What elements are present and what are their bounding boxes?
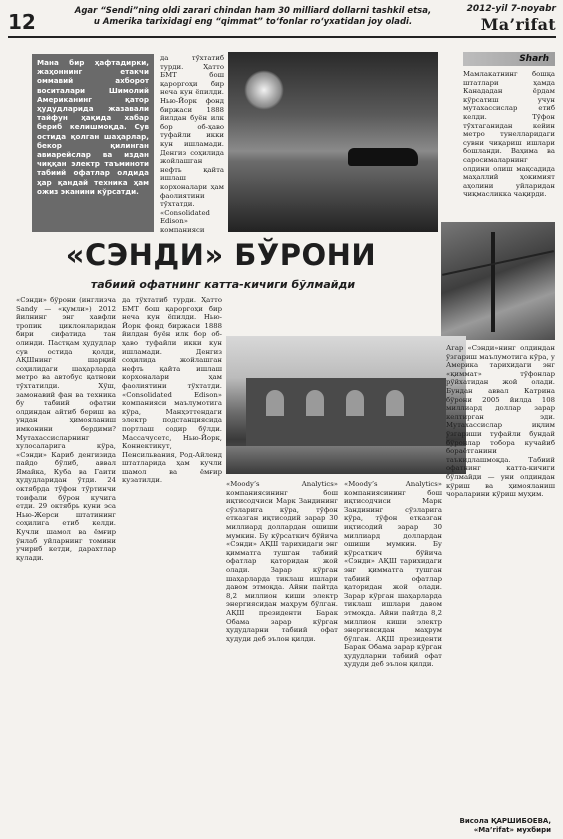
submerged-car [348,148,418,166]
header-strapline [68,6,438,28]
power-line [442,250,554,276]
building-arch [386,390,404,416]
strapline-line-1: Agar “Sendi”ning oldi zarari chindan ham 30 milliard dollarni tashkil etsa, [74,6,432,16]
issue-date: 2012-yil 7-noyabr [466,4,556,14]
utility-pole [491,232,495,332]
building-arch [346,390,364,416]
building-arch [266,390,284,416]
photo-flooded-street [228,52,438,232]
article-intro-box: Мана бир ҳафтадирки, жаҳоннинг етакчи оммавий ахборот воситалари Шимолий Американинг қатор ҳудудларида жазавали тайфун ҳақида хабар бериб келишмоқда. Сув остида қолган шаҳарлар, бекор қилинган авиарейслар ва издан чиққан электр таъминоти табиий офатлар олдида ҳар қандай техника ҳам ожиз эканини кўрсатди. [32,54,154,232]
article-byline [460,817,551,835]
article-column-top: да тўхтатиб турди. Ҳатто БМТ бош қароргоҳи бир неча кун ёпилди. Нью-Йорк фонд биржаси 1888 йилдан буён илк бор об-ҳаво туфайли икки кун ишламади. Денгиз соҳилида жойлашган нефть қайта ишлаш корхоналари ҳам фаолиятини тўхтатди. «Consolidated Edison» компанияси [160,54,224,234]
flood-water [228,162,438,232]
article-column-1: «Сэнди» бўрони (инглизча Sandy — «қумли») 2012 йилнинг энг хавфли тропик циклонларидан бири сифатида тан олинди. Пастқам ҳудудлар сув остида қолди, АҚШнинг шарқий соҳилидаги шаҳарларда метро ва автобус қатнови тўхтатилди. Хўш, замонавий фан ва техника бу табиий офатни олдиндан айтиб бериш ва ундан ҳимояланиш имконини бердими? Мутахассисларнинг хулосаларига кўра, «Сэнди» Кариб денгизида пайдо бўлиб, аввал Ямайка, Куба ва Гаити ҳудудларидан ўтди. 24 октябрда тўфон тўртинчи тоифали бўрон кучига етди. 29 октябрь куни эса Нью-Жерси штатининг соҳилига етиб келди. Кучли шамол ва ёмғир ўнлаб уйларнинг томини учириб кетди, дарахтлар қулади. [16,296,116,562]
photo-storm-damage [441,222,555,340]
header-divider [8,36,556,38]
flood-water [226,446,466,474]
article-column-5: Агар «Сэнди»нинг олдиндан ўзгариш маълумотига кўра, у Америка тарихидаги энг «қиммат» тўфонлар рўйхатидан жой олади. Бундан аввал Катрина бўрони 2005 йилда 108 миллиард доллар зарар келтирган эди. Мутахассислар иқлим ўзгариши туфайли бундай бўронлар тобора кучайиб бораётганини таъкидлашмоқда. Табиий офатнинг катта-кичиги бўлмайди — уни олдиндан кўриш ва ҳимояланиш чораларини кўриш муҳим. [446,344,555,499]
author-name: Висола ҚАРШИБОЕВА, [459,817,551,825]
page-number: 12 [8,10,36,34]
article-column-2: да тўхтатиб турди. Ҳатто БМТ бош қароргоҳи бир неча кун ёпилди. Нью-Йорк фонд биржаси 1888 йилдан буён илк бор об-ҳаво туфайли икки кун ишламади. Денгиз соҳилида жойлашган нефть қайта ишлаш корхоналари ҳам фаолиятини тўхтатди. «Consolidated Edison» компанияси маълумотига кўра, Манҳэттендаги электр подстанциясида портлаш содир бўлди. Массачусетс, Нью-Йорк, Коннектикут, Пенсильвания, Род-Айленд штатларида ҳам кучли шамол ва ёмғир кузатилди. [122,296,222,485]
section-title: Ma’rifat [480,15,556,34]
page-header [8,4,558,34]
article-subheadline: табиий офатнинг катта-кичиги бўлмайди [90,278,356,291]
photo-flooded-station [226,336,466,474]
article-column-4: «Moody’s Analytics» компаниясининг бош иқтисодчиси Марк Зандининг сўзларига кўра, тўфон етказган иқтисодий зарар 30 миллиард доллардан ошиши мумкин. Бу кўрсаткич бўйича «Сэнди» АҚШ тарихидаги энг қимматга тушган табиий офатлар қаторидан жой олади. Зарар кўрган шаҳарларда тиклаш ишлари давом этмоқда. Айни пайтда 8,2 миллион киши электр энергиясидан маҳрум бўлган. АҚШ президенти Барак Обама зарар кўрган ҳудудларни табиий офат ҳудуди деб эълон қилди. [344,480,442,669]
street-light [244,70,284,110]
article-column-right-top: Мамлакатнинг бошқа штатлари ҳамда Канададан ёрдам кўрсатиш учун мутахассислар етиб келди. Тўфон тўхтаганидан кейин метро тунелларидаги сувни чиқариш ишлари бошланди. Ваҳима ва саросималарнинг олдини олиш мақсадида маҳаллий ҳокимият аҳолини уйларидан чиқмасликка чақирди. [463,70,555,199]
building-arch [306,390,324,416]
strapline-line-2: u Amerika tarixidagi eng “qimmat” to‘fonlar ro‘yxatidan joy oladi. [93,17,413,27]
article-headline: «СЭНДИ» БЎРОНИ [65,238,377,272]
author-role: «Ma’rifat» мухбири [473,826,551,834]
rubric-label: Sharh [463,52,555,66]
article-column-3: «Moody’s Analytics» компаниясининг бош иқтисодчиси Марк Зандининг сўзларига кўра, тўфон етказган иқтисодий зарар 30 миллиард доллардан ошиши мумкин. Бу кўрсаткич бўйича «Сэнди» АҚШ тарихидаги энг қимматга тушган табиий офатлар қаторидан жой олади. Зарар кўрган шаҳарларда тиклаш ишлари давом этмоқда. Айни пайтда 8,2 миллион киши электр энергиясидан маҳрум бўлган. АҚШ президенти Барак Обама зарар кўрган ҳудудларни табиий офат ҳудуди деб эълон қилди. [226,480,338,643]
